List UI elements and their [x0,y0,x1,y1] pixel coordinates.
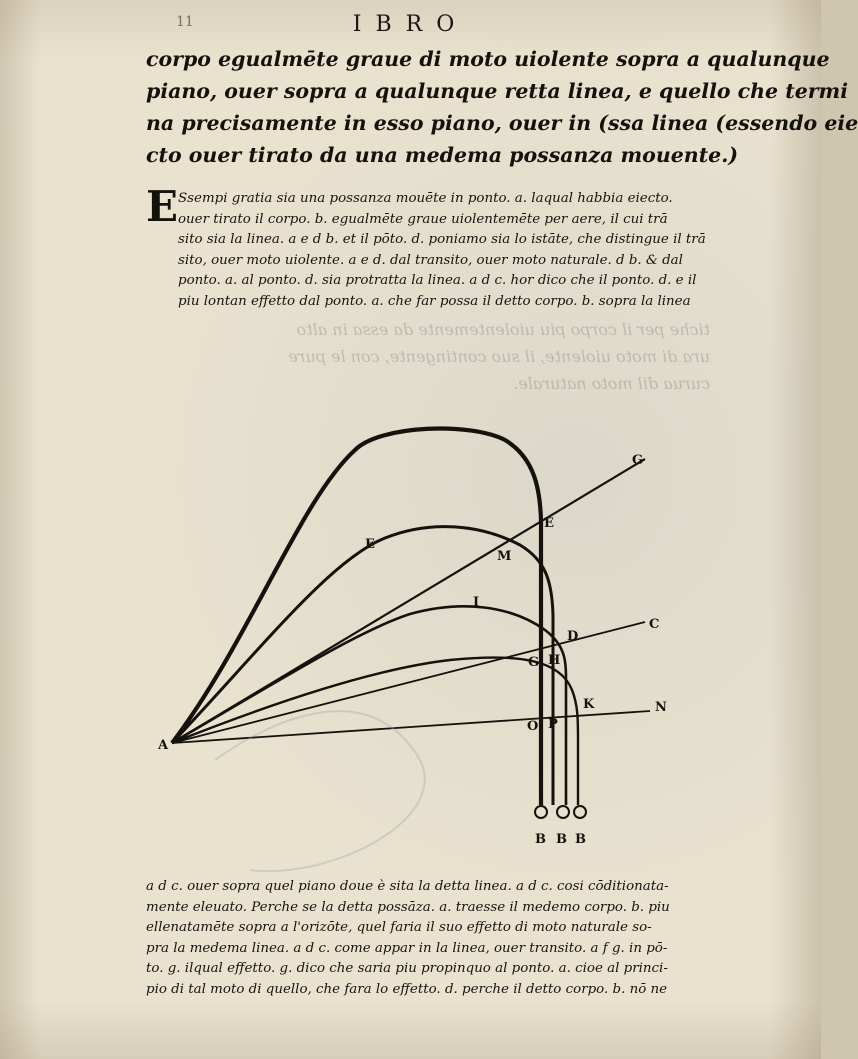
text-line: Ssempi gratia sia una possanza mouēte in ponto. a. laqual habbia eiecto. [178,191,673,206]
label-g: G [528,655,540,670]
show-through-curve [215,711,425,871]
paragraph-bottom [146,877,786,1001]
text-line: ouer tirato il corpo. b. egualmēte graue uiolentemēte per aere, il cui trā [178,211,668,227]
label-o: O [527,719,539,734]
trajectory-inner [172,606,566,805]
label-g-top: G [632,453,644,468]
label-i: I [473,595,480,610]
label-a: A [158,738,169,753]
text-line: ellenatamēte sopra a l'orizōte, quel faria il suo effetto di moto naturale so- [146,920,652,936]
page-number: 11 [176,14,194,30]
heading-line: na precisamente in esso piano, ouer in (ssa linea (essendo eie [146,111,858,135]
weight-circle [535,806,547,818]
text-line: pio di tal moto di quello, che fara lo effetto. d. perche il detto corpo. b. nō ne [146,981,668,997]
text-line: to. g. ilqual effetto. g. dico che saria piu propinquo al ponto. a. cioe al princi- [146,961,668,977]
label-b: B [535,832,546,847]
label-h: H [548,653,561,668]
text-line: sito, ouer moto uiolente. a e d. dal transito, ouer moto naturale. d b. & dal [178,252,683,268]
label-b: B [556,832,567,847]
trajectory-low [172,658,578,805]
label-k: K [583,697,595,712]
label-e-outer: E [544,516,554,531]
text-line: pra la medema linea. a d c. come appar in la linea, ouer transito. a f g. in pō- [146,940,668,956]
running-title: IBRO [352,12,469,37]
label-n: N [655,700,667,715]
weight-circle [557,806,569,818]
label-b: B [575,832,586,847]
heading-line: cto ouer tirato da una medema possanza mouente.) [146,143,739,167]
label-m: M [497,549,512,564]
label-e-middle: E [365,537,375,552]
trajectory-middle [172,527,553,805]
heading-line: piano, ouer sopra a qualunque retta linea, e quello che termi [146,79,849,103]
show-through-text: tiche per il corpo piu uiolentemente da essa in alto ura di moto uiolente, il suo contingente, con le pure curua dil moto naturale. [288,320,710,393]
text-line: a d c. ouer sopra quel piano doue è sita la detta linea. a d c. cosi cōditionata- [146,879,669,894]
text-line: piu lontan effetto dal ponto. a. che far possa il detto corpo. b. sopra la linea [178,293,691,309]
weight-circle [574,806,586,818]
trajectory-outer [172,429,541,805]
drop-cap: E [146,182,179,231]
text-line: mente eleuato. Perche se la detta possāza. a. traesse il medemo corpo. b. piu [146,899,670,915]
label-c: C [649,617,660,632]
text-line: ponto. a. al ponto. d. sia protratta la linea. a d c. hor dico che il ponto. d. e il [178,273,697,289]
label-p: P [548,717,558,732]
text-line: sito sia la linea. a e d b. et il pōto. d. poniamo sia lo istāte, che distingue il trā [178,232,706,248]
heading-line: corpo egualmēte graue di moto uiolente sopra a qualunque [146,47,830,71]
label-d: D [567,629,579,644]
